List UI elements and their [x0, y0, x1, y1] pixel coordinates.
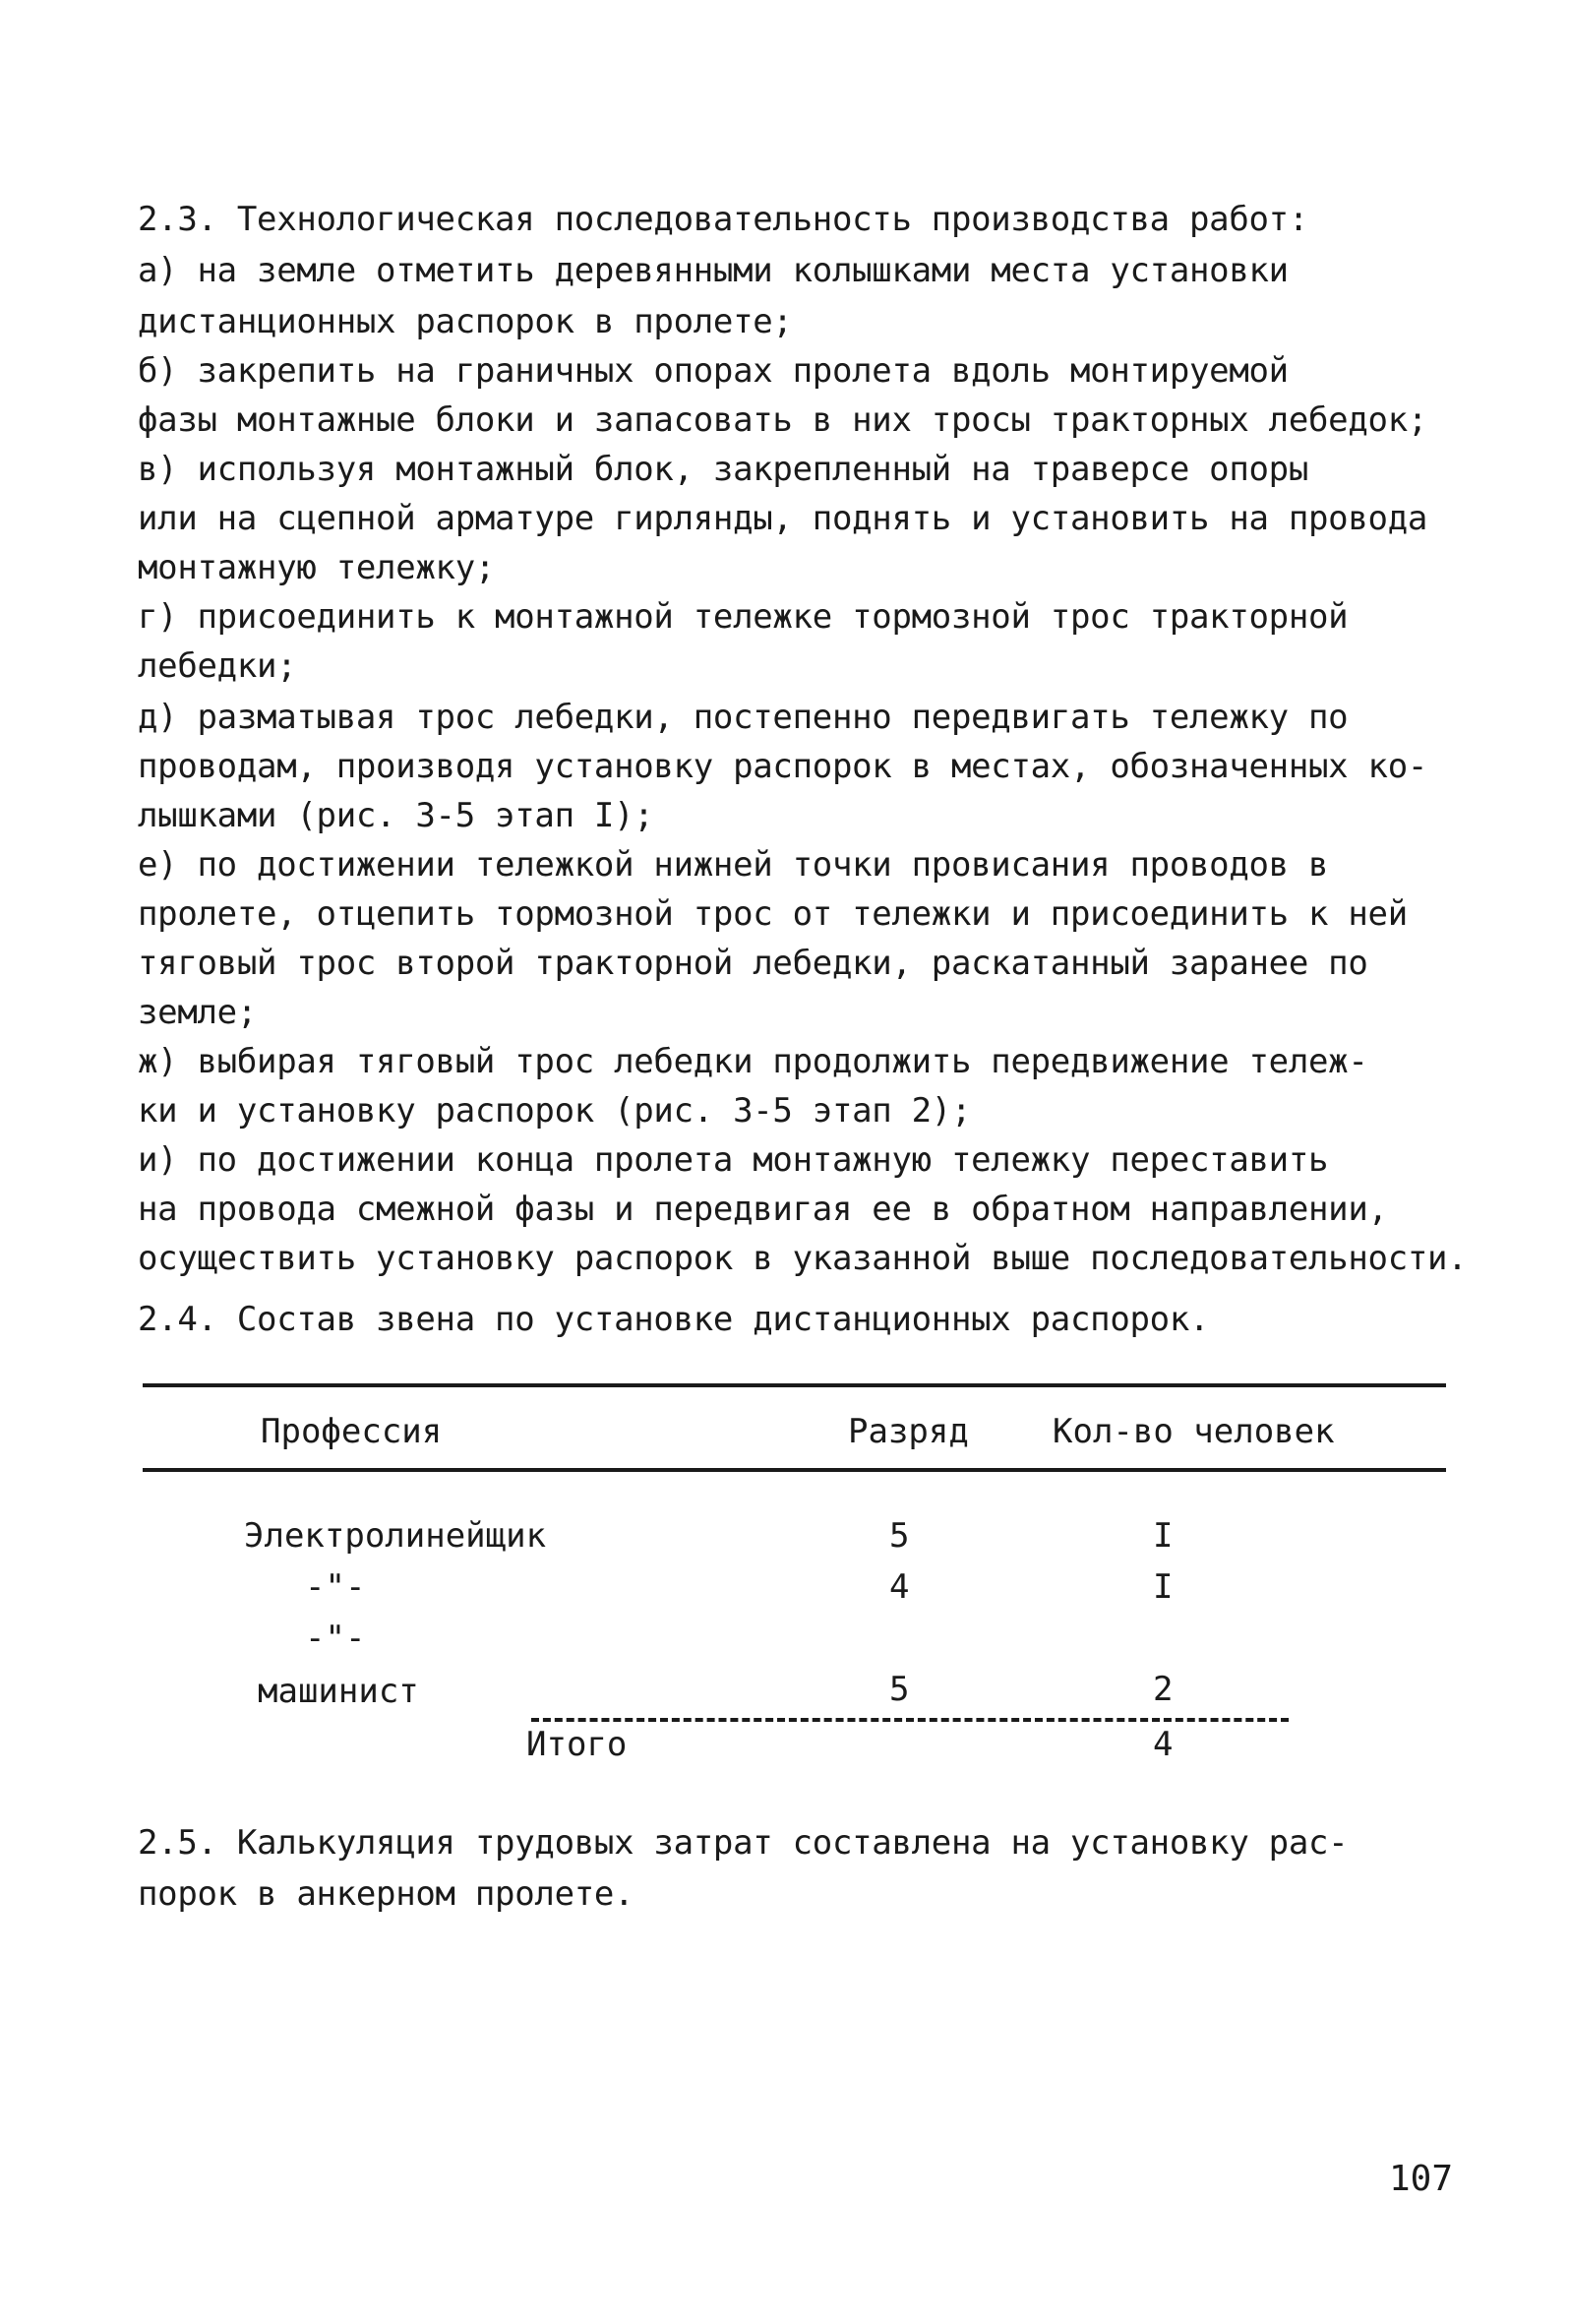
text-line: 2.5. Калькуляция трудовых затрат составлена на установку рас- — [138, 1823, 1349, 1863]
table-header-count: Кол-во человек — [1053, 1412, 1335, 1451]
text-line: дистанционных распорок в пролете; — [138, 302, 793, 341]
table-total-label: Итого — [526, 1725, 628, 1764]
text-line: на провода смежной фазы и передвигая ее в обратном направлении, — [138, 1190, 1388, 1229]
text-line: монтажную тележку; — [138, 548, 496, 587]
text-line: тяговый трос второй тракторной лебедки, раскатанный заранее по — [138, 944, 1368, 983]
text-line: порок в анкерном пролете. — [138, 1874, 634, 1914]
text-line: земле; — [138, 993, 258, 1032]
table-cell-profession: Электролинейщик — [244, 1516, 547, 1556]
text-line: фазы монтажные блоки и запасовать в них тросы тракторных лебедок; — [138, 400, 1428, 440]
table-total-count: 4 — [1153, 1725, 1174, 1764]
table-header-grade: Разряд — [848, 1412, 969, 1451]
text-line: пролете, отцепить тормозной трос от тележки и присоединить к ней — [138, 894, 1408, 934]
text-line: лебедки; — [138, 646, 297, 686]
text-line: ж) выбирая тяговый трос лебедки продолжить передвижение тележ- — [138, 1042, 1368, 1081]
page-number: 107 — [1389, 2159, 1454, 2199]
text-line: лышками (рис. 3-5 этап I); — [138, 796, 654, 835]
table-cell-grade: 5 — [889, 1516, 910, 1556]
section-heading: 2.4. Состав звена по установке дистанционных распорок. — [138, 1300, 1210, 1339]
text-line: 2.3. Технологическая последовательность производства работ: — [138, 200, 1309, 239]
text-line: в) используя монтажный блок, закрепленный на траверсе опоры — [138, 450, 1309, 489]
text-line: или на сцепной арматуре гирлянды, поднять и установить на провода — [138, 499, 1428, 538]
text-line: б) закрепить на граничных опорах пролета вдоль монтируемой — [138, 351, 1289, 391]
text-line: г) присоединить к монтажной тележке тормозной трос тракторной — [138, 597, 1349, 637]
table-cell-count: I — [1153, 1567, 1174, 1607]
text-line: а) на земле отметить деревянными колышками места установки — [138, 251, 1289, 290]
table-cell-profession: -"- — [305, 1619, 366, 1658]
table-cell-count: I — [1153, 1516, 1174, 1556]
text-line: проводам, производя установку распорок в местах, обозначенных ко- — [138, 747, 1428, 786]
text-line: д) разматывая трос лебедки, постепенно передвигать тележку по — [138, 698, 1349, 737]
table-cell-count: 2 — [1153, 1670, 1174, 1709]
table-cell-profession: -"- — [305, 1567, 366, 1607]
table-cell-profession: машинист — [258, 1672, 419, 1711]
text-line: осуществить установку распорок в указанной выше последовательности. — [138, 1239, 1468, 1278]
table-top-rule — [143, 1383, 1446, 1387]
text-line: е) по достижении тележкой нижней точки провисания проводов в — [138, 845, 1329, 885]
table-header-rule — [143, 1468, 1446, 1472]
table-cell-grade: 5 — [889, 1670, 910, 1709]
table-cell-grade: 4 — [889, 1567, 910, 1607]
table-dashed-divider — [531, 1718, 1289, 1722]
text-line: и) по достижении конца пролета монтажную тележку переставить — [138, 1140, 1329, 1180]
text-line: ки и установку распорок (рис. 3-5 этап 2); — [138, 1091, 972, 1131]
table-header-profession: Профессия — [261, 1412, 443, 1451]
